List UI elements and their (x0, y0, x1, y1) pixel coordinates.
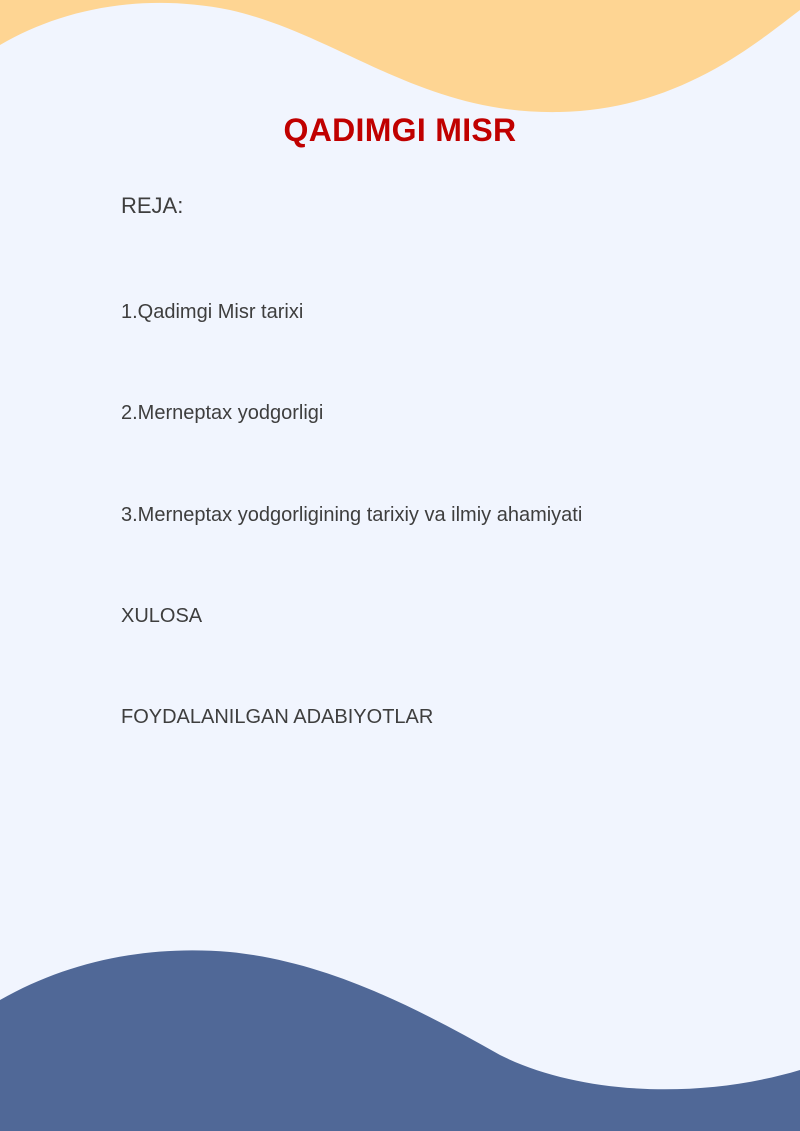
document-title: QADIMGI MISR (283, 112, 517, 148)
top-wave-decoration (0, 0, 800, 120)
plan-item-2: 2.Merneptax yodgorligi (121, 402, 324, 424)
plan-item-references: FOYDALANILGAN ADABIYOTLAR (121, 706, 434, 728)
plan-heading: REJA: (121, 193, 184, 218)
top-wave-shape (0, 0, 800, 112)
bottom-wave-shape (0, 950, 800, 1131)
bottom-wave-decoration (0, 930, 800, 1131)
plan-item-1: 1.Qadimgi Misr tarixi (121, 301, 304, 323)
plan-item-conclusion: XULOSA (121, 605, 203, 627)
plan-item-3: 3.Merneptax yodgorligining tarixiy va ilmiy ahamiyati (121, 504, 583, 526)
